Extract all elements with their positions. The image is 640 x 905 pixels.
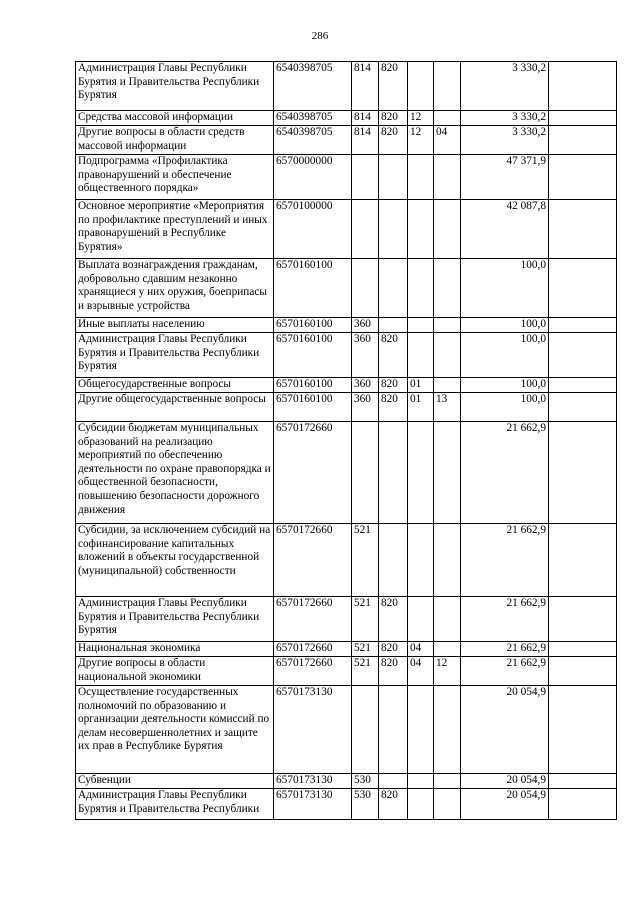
section-cell xyxy=(408,597,434,642)
table-row xyxy=(76,393,617,422)
admin-code-cell xyxy=(379,155,408,200)
row-name-cell: Выплата вознаграждения гражданам, добровольно сдавшим незаконно хранящиеся у них оружия, боеприпасы и взрывные устройства xyxy=(76,259,274,318)
target-article-cell: 6540398705 xyxy=(274,126,352,155)
admin-code-cell xyxy=(379,524,408,597)
empty-cell xyxy=(549,642,617,657)
target-article-cell: 6570172660 xyxy=(274,524,352,597)
section-cell: 01 xyxy=(408,378,434,393)
admin-code-cell xyxy=(379,259,408,318)
section-cell: 04 xyxy=(408,657,434,686)
table-body xyxy=(76,62,617,820)
row-name-cell: Общегосударственные вопросы xyxy=(76,378,274,393)
subsection-cell xyxy=(434,155,461,200)
admin-code-cell: 820 xyxy=(379,333,408,378)
row-name-cell: Администрация Главы Республики Бурятия и Правительства Республики xyxy=(76,789,274,820)
target-article-cell: 6570160100 xyxy=(274,393,352,422)
row-name-cell: Администрация Главы Республики Бурятия и Правительства Республики Бурятия xyxy=(76,62,274,111)
target-article-cell: 6570160100 xyxy=(274,378,352,393)
admin-code-cell xyxy=(379,774,408,789)
expense-type-cell xyxy=(352,200,379,259)
table-row xyxy=(76,789,617,820)
expense-type-cell: 360 xyxy=(352,333,379,378)
amount-cell: 3 330,2 xyxy=(461,126,549,155)
row-name-cell: Другие вопросы в области национальной экономики xyxy=(76,657,274,686)
section-cell xyxy=(408,155,434,200)
row-name-cell: Субвенции xyxy=(76,774,274,789)
subsection-cell xyxy=(434,789,461,820)
table-row xyxy=(76,642,617,657)
section-cell xyxy=(408,318,434,333)
subsection-cell xyxy=(434,111,461,126)
section-cell xyxy=(408,789,434,820)
empty-cell xyxy=(549,686,617,774)
table-row xyxy=(76,597,617,642)
expense-type-cell: 360 xyxy=(352,318,379,333)
subsection-cell xyxy=(434,318,461,333)
section-cell: 01 xyxy=(408,393,434,422)
row-name-cell: Подпрограмма «Профилактика правонарушений и обеспечение общественного порядка» xyxy=(76,155,274,200)
table-row xyxy=(76,524,617,597)
admin-code-cell: 820 xyxy=(379,642,408,657)
target-article-cell: 6570173130 xyxy=(274,789,352,820)
row-name-cell: Национальная экономика xyxy=(76,642,274,657)
target-article-cell: 6570160100 xyxy=(274,318,352,333)
admin-code-cell: 820 xyxy=(379,393,408,422)
subsection-cell xyxy=(434,62,461,111)
table-row xyxy=(76,378,617,393)
amount-cell: 100,0 xyxy=(461,378,549,393)
subsection-cell: 04 xyxy=(434,126,461,155)
target-article-cell: 6570172660 xyxy=(274,657,352,686)
table-row xyxy=(76,686,617,774)
amount-cell: 21 662,9 xyxy=(461,524,549,597)
table-row xyxy=(76,259,617,318)
subsection-cell xyxy=(434,259,461,318)
row-name-cell: Осуществление государственных полномочий по образованию и организации деятельности комиссий по делам несовершеннолетних и защите их прав в Республике Бурятия xyxy=(76,686,274,774)
page-number: 286 xyxy=(311,30,329,42)
amount-cell: 42 087,8 xyxy=(461,200,549,259)
target-article-cell: 6570160100 xyxy=(274,259,352,318)
amount-cell: 21 662,9 xyxy=(461,422,549,524)
section-cell: 12 xyxy=(408,126,434,155)
target-article-cell: 6570172660 xyxy=(274,597,352,642)
expense-type-cell xyxy=(352,155,379,200)
expense-type-cell: 521 xyxy=(352,657,379,686)
empty-cell xyxy=(549,378,617,393)
empty-cell xyxy=(549,155,617,200)
row-name-cell: Субсидии, за исключением субсидий на софинансирование капитальных вложений в объекты государственной (муниципальной) собственности xyxy=(76,524,274,597)
table-row xyxy=(76,422,617,524)
target-article-cell: 6570000000 xyxy=(274,155,352,200)
empty-cell xyxy=(549,318,617,333)
row-name-cell: Администрация Главы Республики Бурятия и Правительства Республики Бурятия xyxy=(76,333,274,378)
target-article-cell: 6570173130 xyxy=(274,686,352,774)
admin-code-cell xyxy=(379,422,408,524)
table-row xyxy=(76,657,617,686)
empty-cell xyxy=(549,597,617,642)
amount-cell: 20 054,9 xyxy=(461,789,549,820)
section-cell xyxy=(408,259,434,318)
row-name-cell: Другие общегосударственные вопросы xyxy=(76,393,274,422)
amount-cell: 21 662,9 xyxy=(461,657,549,686)
section-cell xyxy=(408,686,434,774)
amount-cell: 100,0 xyxy=(461,333,549,378)
expense-type-cell xyxy=(352,686,379,774)
section-cell xyxy=(408,333,434,378)
table-row xyxy=(76,200,617,259)
admin-code-cell: 820 xyxy=(379,378,408,393)
empty-cell xyxy=(549,524,617,597)
section-cell: 12 xyxy=(408,111,434,126)
admin-code-cell: 820 xyxy=(379,789,408,820)
expense-type-cell: 814 xyxy=(352,62,379,111)
amount-cell: 20 054,9 xyxy=(461,774,549,789)
expense-type-cell: 521 xyxy=(352,642,379,657)
row-name-cell: Средства массовой информации xyxy=(76,111,274,126)
empty-cell xyxy=(549,200,617,259)
row-name-cell: Администрация Главы Республики Бурятия и Правительства Республики Бурятия xyxy=(76,597,274,642)
amount-cell: 100,0 xyxy=(461,393,549,422)
expense-type-cell: 814 xyxy=(352,126,379,155)
amount-cell: 100,0 xyxy=(461,259,549,318)
amount-cell: 100,0 xyxy=(461,318,549,333)
subsection-cell xyxy=(434,524,461,597)
table-row xyxy=(76,155,617,200)
target-article-cell: 6540398705 xyxy=(274,62,352,111)
table-row xyxy=(76,318,617,333)
empty-cell xyxy=(549,333,617,378)
table-row xyxy=(76,111,617,126)
row-name-cell: Иные выплаты населению xyxy=(76,318,274,333)
subsection-cell xyxy=(434,774,461,789)
row-name-cell: Субсидии бюджетам муниципальных образований на реализацию мероприятий по обеспечению деятельности по охране правопорядка и общественной безопасности, повышению безопасности дорожного движения xyxy=(76,422,274,524)
empty-cell xyxy=(549,422,617,524)
admin-code-cell: 820 xyxy=(379,62,408,111)
amount-cell: 47 371,9 xyxy=(461,155,549,200)
target-article-cell: 6570173130 xyxy=(274,774,352,789)
expense-type-cell xyxy=(352,259,379,318)
subsection-cell xyxy=(434,333,461,378)
admin-code-cell: 820 xyxy=(379,597,408,642)
subsection-cell xyxy=(434,686,461,774)
subsection-cell xyxy=(434,642,461,657)
target-article-cell: 6570172660 xyxy=(274,422,352,524)
expense-type-cell: 360 xyxy=(352,393,379,422)
amount-cell: 20 054,9 xyxy=(461,686,549,774)
expense-type-cell: 521 xyxy=(352,597,379,642)
subsection-cell xyxy=(434,200,461,259)
expense-type-cell xyxy=(352,422,379,524)
admin-code-cell: 820 xyxy=(379,111,408,126)
expense-type-cell: 814 xyxy=(352,111,379,126)
section-cell xyxy=(408,422,434,524)
subsection-cell: 13 xyxy=(434,393,461,422)
expense-type-cell: 530 xyxy=(352,774,379,789)
admin-code-cell: 820 xyxy=(379,126,408,155)
amount-cell: 3 330,2 xyxy=(461,111,549,126)
admin-code-cell xyxy=(379,318,408,333)
empty-cell xyxy=(549,789,617,820)
empty-cell xyxy=(549,62,617,111)
empty-cell xyxy=(549,657,617,686)
budget-table xyxy=(75,61,617,820)
target-article-cell: 6570100000 xyxy=(274,200,352,259)
empty-cell xyxy=(549,111,617,126)
subsection-cell xyxy=(434,422,461,524)
amount-cell: 3 330,2 xyxy=(461,62,549,111)
subsection-cell xyxy=(434,378,461,393)
expense-type-cell: 521 xyxy=(352,524,379,597)
empty-cell xyxy=(549,774,617,789)
admin-code-cell xyxy=(379,200,408,259)
amount-cell: 21 662,9 xyxy=(461,597,549,642)
table-row xyxy=(76,333,617,378)
target-article-cell: 6540398705 xyxy=(274,111,352,126)
section-cell xyxy=(408,774,434,789)
section-cell xyxy=(408,200,434,259)
section-cell xyxy=(408,524,434,597)
table-row xyxy=(76,62,617,111)
expense-type-cell: 360 xyxy=(352,378,379,393)
admin-code-cell xyxy=(379,686,408,774)
subsection-cell: 12 xyxy=(434,657,461,686)
subsection-cell xyxy=(434,597,461,642)
target-article-cell: 6570160100 xyxy=(274,333,352,378)
target-article-cell: 6570172660 xyxy=(274,642,352,657)
table-row xyxy=(76,126,617,155)
row-name-cell: Основное мероприятие «Мероприятия по профилактике преступлений и иных правонарушений в Республике Бурятия» xyxy=(76,200,274,259)
empty-cell xyxy=(549,393,617,422)
row-name-cell: Другие вопросы в области средств массовой информации xyxy=(76,126,274,155)
section-cell xyxy=(408,62,434,111)
empty-cell xyxy=(549,126,617,155)
section-cell: 04 xyxy=(408,642,434,657)
table-row xyxy=(76,774,617,789)
expense-type-cell: 530 xyxy=(352,789,379,820)
admin-code-cell: 820 xyxy=(379,657,408,686)
empty-cell xyxy=(549,259,617,318)
amount-cell: 21 662,9 xyxy=(461,642,549,657)
